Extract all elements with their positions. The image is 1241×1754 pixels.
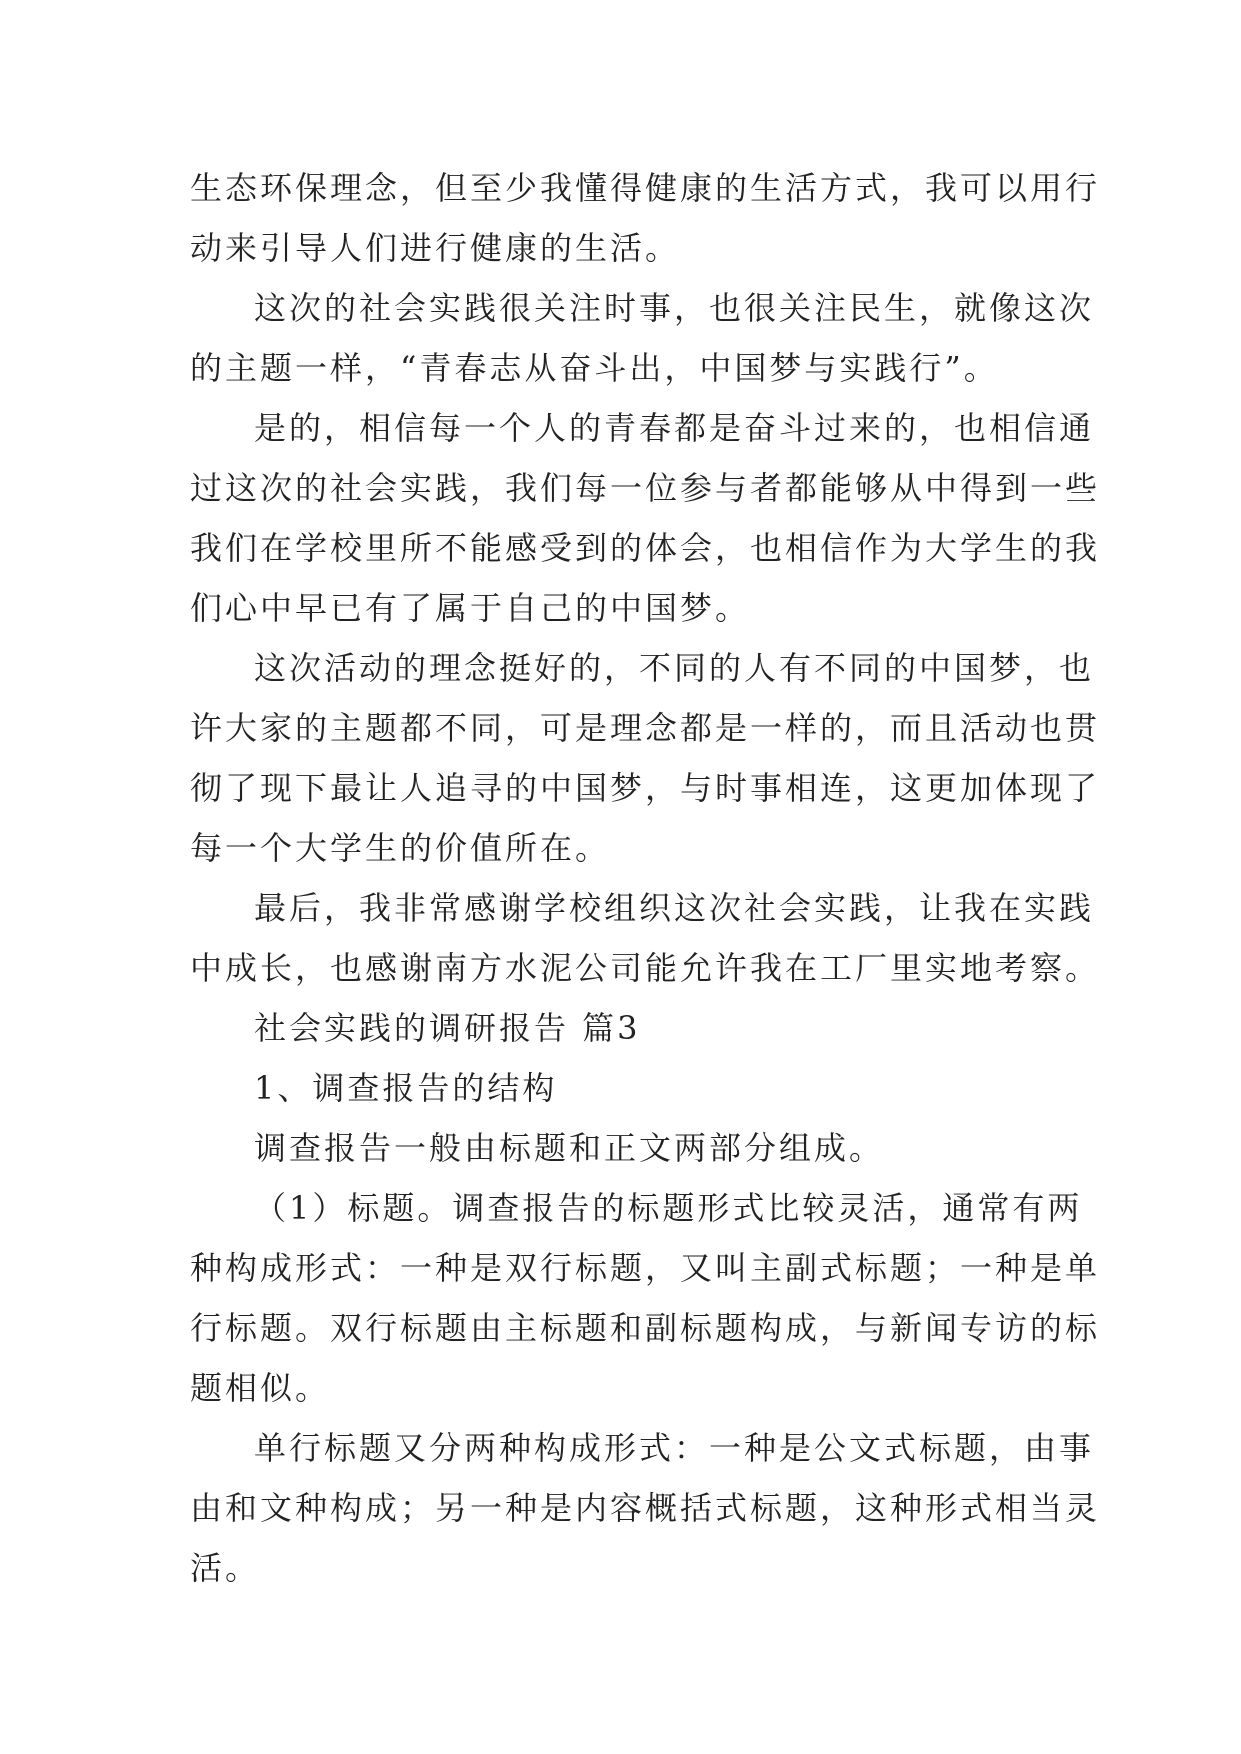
subsection-title: 1、调查报告的结构 [254,1069,558,1107]
text-line: 彻了现下最让人追寻的中国梦，与时事相连，这更加体现了 [190,769,1101,807]
text-line: 我们在学校里所不能感受到的体会，也相信作为大学生的我 [190,529,1101,567]
section-heading [190,998,1050,1058]
text-line: 中成长，也感谢南方水泥公司能允许我在工厂里实地考察。 [190,949,1101,987]
text-line: 由和文种构成；另一种是内容概括式标题，这种形式相当灵 [190,1489,1101,1527]
text-line: 种构成形式：一种是双行标题，又叫主副式标题；一种是单 [190,1249,1101,1287]
text-line: 题相似。 [190,1369,331,1407]
text-line: 最后，我非常感谢学校组织这次社会实践，让我在实践 [254,889,1095,927]
text-line: 是的，相信每一个人的青春都是奋斗过来的，也相信通 [254,409,1095,447]
document-body [190,158,1101,1598]
paragraph-6 [190,1118,1050,1178]
text-line: 生态环保理念，但至少我懂得健康的生活方式，我可以用行 [190,169,1101,207]
text-line: 行标题。双行标题由主标题和副标题构成，与新闻专访的标 [190,1309,1101,1347]
text-line: 动来引导人们进行健康的生活。 [190,229,681,267]
text-line: 这次的社会实践很关注时事，也很关注民生，就像这次 [254,289,1095,327]
section-title: 社会实践的调研报告 篇3 [254,1009,641,1047]
subsection-heading [190,1058,1050,1118]
paragraph-4 [190,638,1101,878]
paragraph-3 [190,398,1101,638]
paragraph-7 [190,1178,1101,1418]
text-line: 每一个大学生的价值所在。 [190,829,611,867]
paragraph-1 [190,158,1101,278]
text-line: 活。 [190,1549,261,1587]
text-line: 的主题一样，“青春志从奋斗出，中国梦与实践行”。 [190,349,999,387]
text-line: 许大家的主题都不同，可是理念都是一样的，而且活动也贯 [190,709,1101,747]
paragraph-8 [190,1418,1101,1598]
paragraph-2 [190,278,1095,398]
text-line: 过这次的社会实践，我们每一位参与者都能够从中得到一些 [190,469,1101,507]
text-line: 调查报告一般由标题和正文两部分组成。 [254,1129,885,1167]
paragraph-5 [190,878,1101,998]
text-line: 们心中早已有了属于自己的中国梦。 [190,589,751,627]
text-line: （1）标题。调查报告的标题形式比较灵活，通常有两 [254,1189,1083,1227]
text-line: 单行标题又分两种构成形式：一种是公文式标题，由事 [254,1429,1095,1467]
text-line: 这次活动的理念挺好的，不同的人有不同的中国梦，也 [254,649,1095,687]
